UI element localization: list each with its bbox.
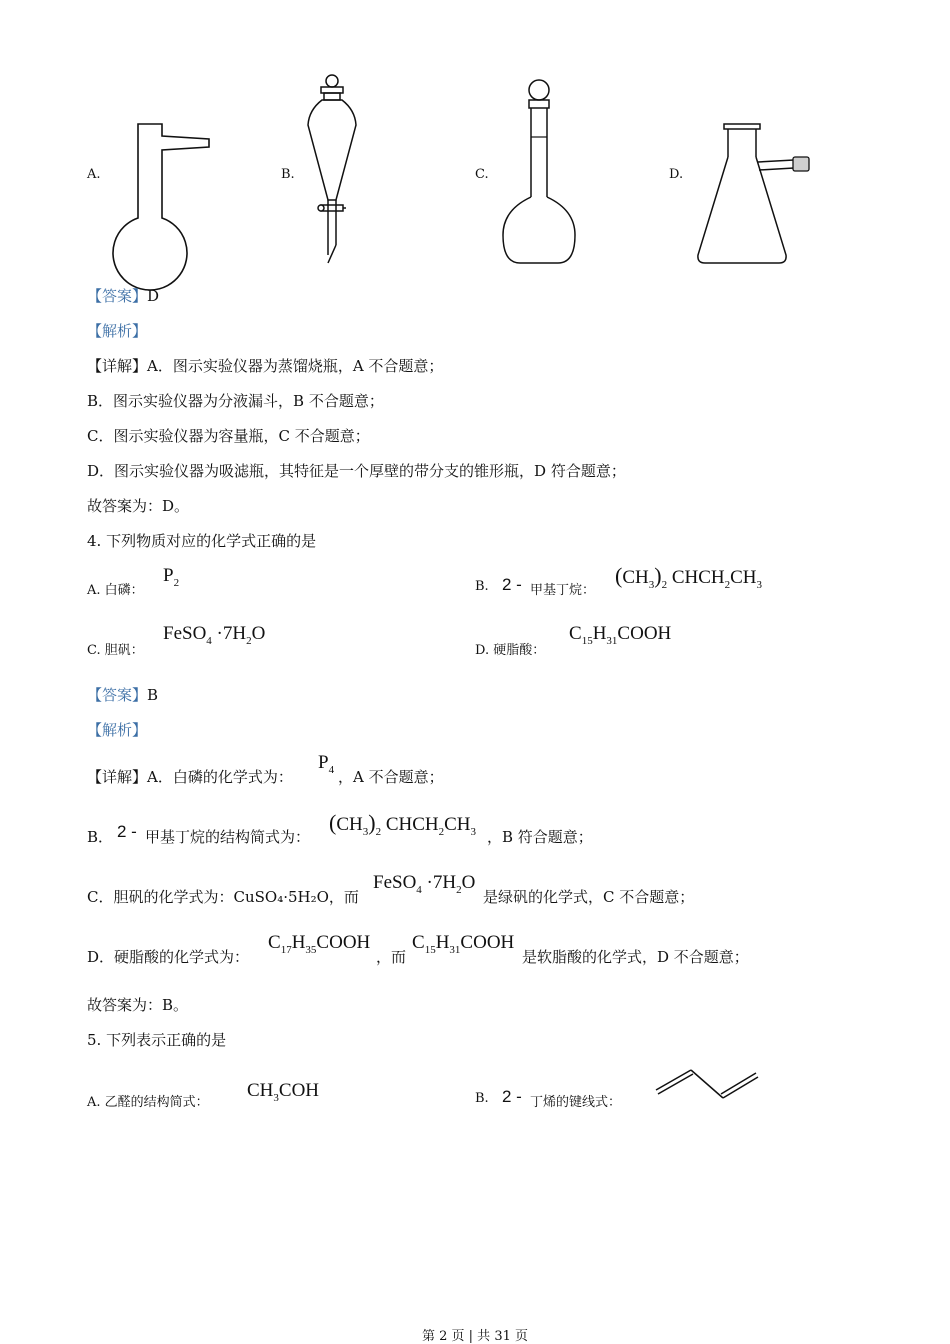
option-d-label: D. [669,167,684,182]
distillation-flask-icon [105,115,220,270]
q4-detail-a-prefix: 【详解】A．白磷的化学式为： [87,768,293,786]
suction-flask-icon [690,115,820,270]
formula-p2: $P_2$ [163,565,180,589]
q4-detail-a-suffix: ，A 不合题意； [338,768,444,786]
q5-option-a-label: A. 乙醛的结构简式： [87,1095,209,1110]
q5-option-b-prefix: B. [475,1091,489,1106]
q4-option-b-number: 2 - [502,575,522,594]
q3-detail-b: B．图示实验仪器为分液漏斗，B 不合题意； [87,392,384,410]
q4-detail-d-prefix: D．硬脂酸的化学式为： [87,948,250,966]
separatory-funnel-icon [300,70,370,270]
answer-tag: 【答案】 [87,287,148,305]
answer-value: D [147,287,160,305]
option-b-label: B. [281,167,295,182]
q3-detail-d: D．图示实验仪器为吸滤瓶，其特征是一个厚壁的带分支的锥形瓶，D 符合题意； [87,462,626,480]
q4-stem: 4. 下列物质对应的化学式正确的是 [87,532,317,550]
q4-option-a-label: A. 白磷： [87,583,144,598]
q3-detail-c: C．图示实验仪器为容量瓶，C 不合题意； [87,427,370,445]
option-c-label: C. [475,167,489,182]
q4-option-c-label: C. 胆矾： [87,643,144,658]
q4-option-b-label: 甲基丁烷： [530,583,596,598]
formula-c17h35cooh: $C_{17}H_{35}COOH$ [268,932,371,956]
q4-conclusion: 故答案为：B。 [87,996,189,1014]
formula-c15h31cooh: $C_{15}H_{31}COOH$ [569,623,672,647]
q4-option-b-prefix: B. [475,579,489,594]
formula-2-methylbutane: $(CH_3)_2$ $CHCH_2CH_3$ [615,563,763,591]
q4-detail-b-number: 2 - [117,822,137,841]
q4-detail-b-mid: 甲基丁烷的结构简式为： [145,828,311,846]
q3-answer-line [87,285,159,306]
analysis-tag: 【解析】 [87,322,148,340]
answer-tag: 【答案】 [87,686,148,704]
volumetric-flask-icon [495,75,565,270]
formula-feso4-7h2o-detail: FeSO$_4$ $\cdot 7H_2O$ [373,872,476,896]
q3-conclusion: 故答案为：D。 [87,497,190,515]
page-footer: 第 2 页 | 共 31 页 [422,1329,528,1344]
formula-p4: $P_4$ [318,752,335,776]
formula-ch3coh: $CH_3COH$ [247,1080,320,1104]
q4-detail-c-suffix: 是绿矾的化学式，C 不合题意； [483,888,695,906]
option-a-label: A. [87,167,101,182]
q4-detail-b-suffix: ，B 符合题意； [487,828,593,846]
q5-option-b-number: 2 - [502,1087,522,1106]
q4-answer-line [87,684,158,705]
analysis-tag: 【解析】 [87,721,148,739]
q3-detail-a: 【详解】A．图示实验仪器为蒸馏烧瓶，A 不合题意； [87,357,444,375]
q4-detail-c-prefix: C．胆矾的化学式为：CuSO₄·5H₂O，而 [87,888,359,906]
formula-2-methylbutane-detail: $(CH_3)_2$ $CHCH_2CH_3$ [329,810,477,838]
q4-detail-b-prefix: B． [87,828,114,846]
q4-detail-d-mid: ，而 [376,948,407,966]
q4-option-d-label: D. 硬脂酸： [475,643,546,658]
q4-detail-d-suffix: 是软脂酸的化学式，D 不合题意； [522,948,749,966]
q5-stem: 5. 下列表示正确的是 [87,1031,227,1049]
formula-feso4-7h2o: FeSO$_4$ $\cdot 7H_2O$ [163,623,266,647]
formula-c15h31cooh-detail: $C_{15}H_{31}COOH$ [412,932,515,956]
answer-value: B [147,686,159,704]
q5-option-b-label: 丁烯的键线式： [530,1095,622,1110]
skeletal-formula-butene-icon [650,1065,765,1105]
